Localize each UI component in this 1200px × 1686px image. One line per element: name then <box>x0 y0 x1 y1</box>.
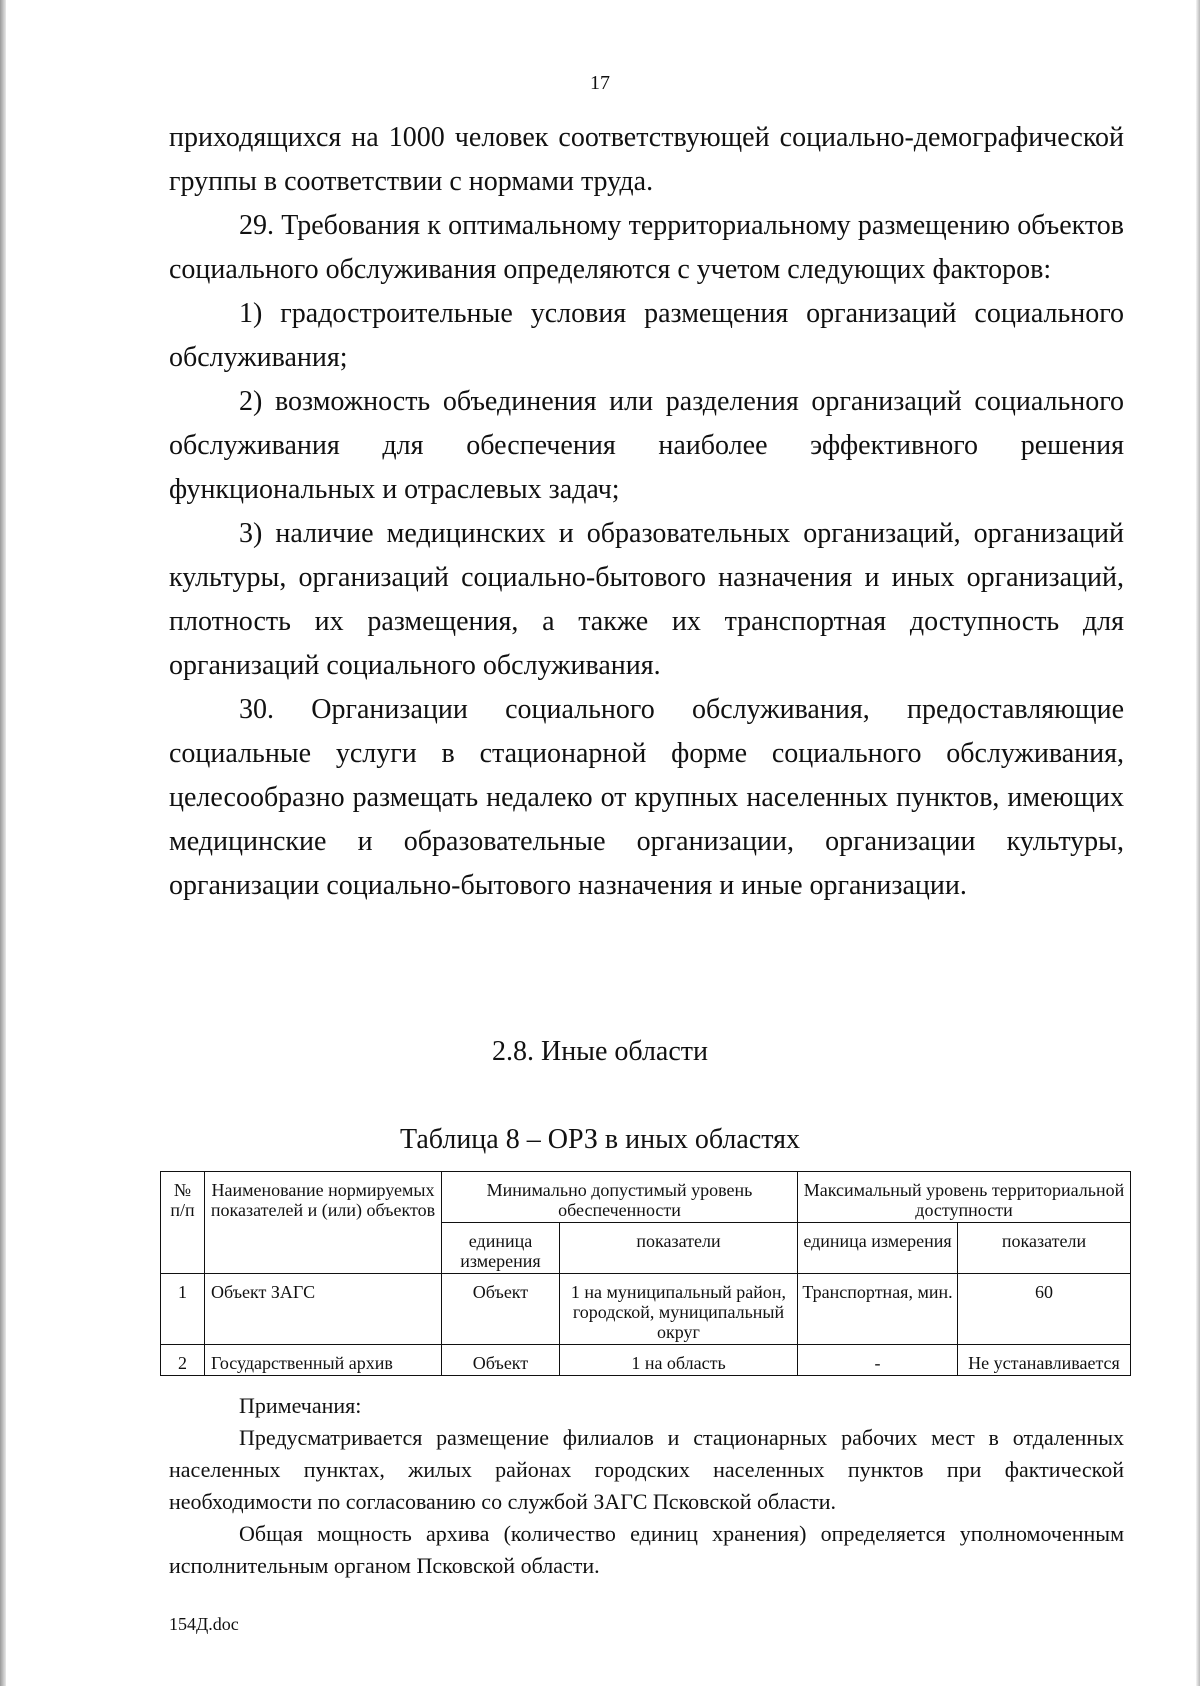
table-header-row <box>161 1172 1131 1223</box>
scan-edge-right <box>1196 0 1200 1686</box>
scan-edge-left <box>0 0 6 1686</box>
note-item: Общая мощность архива (количество единиц хранения) определяется уполномоченным исполнительным органом Псковской области. <box>169 1521 1124 1578</box>
row-num: 2 <box>161 1345 205 1376</box>
row-min-value: 1 на муниципальный район, городской, муниципальный округ <box>560 1274 798 1345</box>
row-max-unit: - <box>798 1345 958 1376</box>
header-num: № п/п <box>161 1172 205 1274</box>
row-name: Объект ЗАГС <box>205 1274 442 1345</box>
body-text <box>169 116 1124 908</box>
paragraph-29: 29. Требования к оптимальному территориальному размещению объектов социального обслуживания определяются с учетом следующих факторов: <box>169 210 1124 285</box>
row-min-value: 1 на область <box>560 1345 798 1376</box>
header-name: Наименование нормируемых показателей и (или) объектов <box>205 1172 442 1274</box>
header-max-indicators: показатели <box>958 1223 1131 1274</box>
row-num: 1 <box>161 1274 205 1345</box>
list-item-1: 1) градостроительные условия размещения организаций социального обслуживания; <box>169 298 1124 373</box>
header-min-unit: единица измерения <box>442 1223 560 1274</box>
norms-table <box>160 1171 1131 1376</box>
table-caption: Таблица 8 – ОРЗ в иных областях <box>399 1124 801 1155</box>
list-item-2: 2) возможность объединения или разделения организаций социального обслуживания для обеспечения наиболее эффективного решения функциональных и отраслевых задач; <box>169 386 1124 505</box>
footer-filename: 154Д.doc <box>169 1614 239 1634</box>
paragraph-30: 30. Организации социального обслуживания, предоставляющие социальные услуги в стационарной форме социального обслуживания, целесообразно размещать недалеко от крупных населенных пунктов, имеющих медицинские и образовательные организации, организации культуры, организации социально-бытового назначения и иные организации. <box>169 694 1124 901</box>
section-title: 2.8. Иные области <box>491 1036 709 1067</box>
table-row <box>161 1274 1131 1345</box>
page-number: 17 <box>590 72 610 94</box>
header-max-unit: единица измерения <box>798 1223 958 1274</box>
note-item: Предусматривается размещение филиалов и стационарных рабочих мест в отдаленных населенных пунктах, жилых районах городских населенных пунктов при фактической необходимости по согласованию со службой ЗАГС Псковской области. <box>169 1425 1124 1514</box>
header-max-level: Максимальный уровень территориальной доступности <box>798 1172 1131 1223</box>
table-row <box>161 1345 1131 1376</box>
header-min-indicators: показатели <box>560 1223 798 1274</box>
row-max-value: 60 <box>958 1274 1131 1345</box>
row-min-unit: Объект <box>442 1345 560 1376</box>
notes-heading: Примечания: <box>239 1393 362 1418</box>
row-name: Государственный архив <box>205 1345 442 1376</box>
row-min-unit: Объект <box>442 1274 560 1345</box>
header-min-level: Минимально допустимый уровень обеспеченности <box>442 1172 798 1223</box>
notes <box>169 1390 1124 1582</box>
paragraph-continuation: приходящихся на 1000 человек соответствующей социально-демографической группы в соответствии с нормами труда. <box>169 122 1124 197</box>
row-max-unit: Транспортная, мин. <box>798 1274 958 1345</box>
list-item-3: 3) наличие медицинских и образовательных организаций, организаций культуры, организаций социально-бытового назначения и иных организаций, плотность их размещения, а также их транспортная доступность для организаций социального обслуживания. <box>169 518 1124 681</box>
row-max-value: Не устанавливается <box>958 1345 1131 1376</box>
